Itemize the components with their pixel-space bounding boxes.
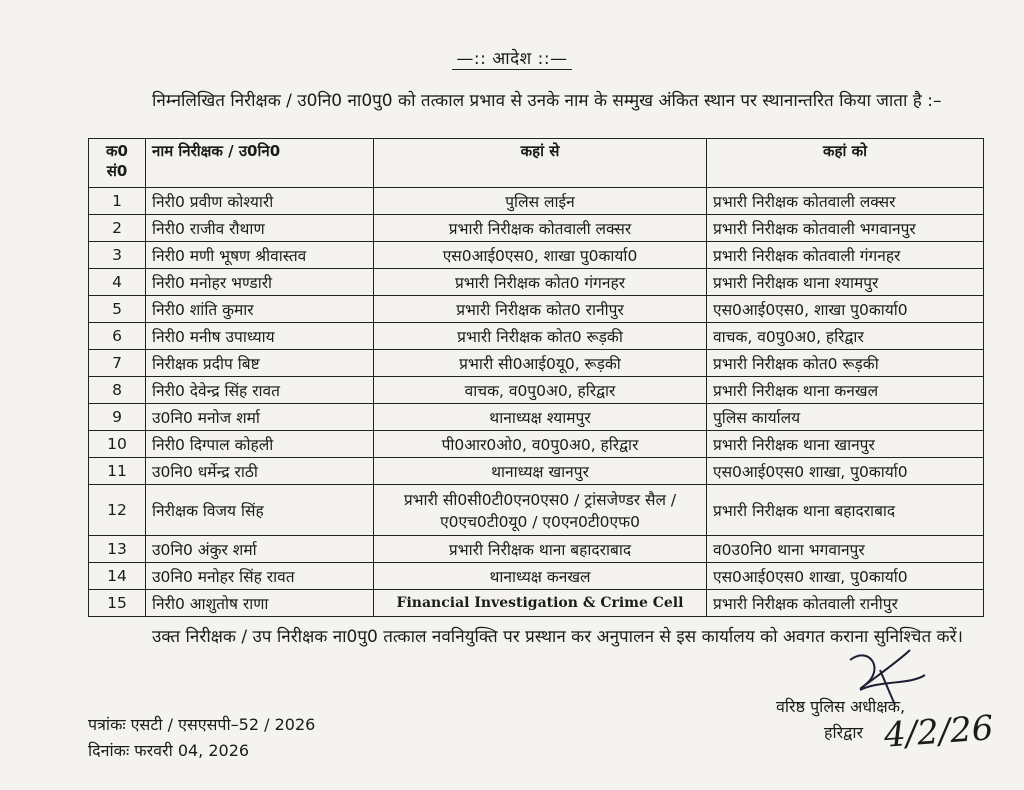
cell-from: प्रभारी निरीक्षक कोतवाली लक्सर — [374, 215, 707, 242]
cell-to: वाचक, व0पु0अ0, हरिद्वार — [707, 323, 984, 350]
reference-number: पत्रांकः एसटी / एसएसपी–52 / 2026 — [88, 715, 316, 734]
reference-date: दिनांकः फरवरी 04, 2026 — [88, 741, 250, 760]
table-row — [89, 563, 984, 590]
cell-name: निरीक्षक विजय सिंह — [146, 485, 374, 536]
cell-from: प्रभारी निरीक्षक कोत0 रानीपुर — [374, 296, 707, 323]
cell-serial: 15 — [89, 590, 146, 617]
cell-to: प्रभारी निरीक्षक कोतवाली गंगनहर — [707, 242, 984, 269]
table-row — [89, 242, 984, 269]
cell-name: उ0नि0 अंकुर शर्मा — [146, 536, 374, 563]
handwritten-date: 4/2/26 — [882, 708, 995, 756]
closing-paragraph: उक्त निरीक्षक / उप निरीक्षक ना0पु0 तत्काल नवनियुक्ति पर प्रस्थान कर अनुपालन से इस कार्यालय को अवगत कराना सुनिश्चित करें। — [152, 627, 963, 647]
table-row — [89, 431, 984, 458]
table-row — [89, 377, 984, 404]
cell-to: एस0आई0एस0, शाखा पु0कार्या0 — [707, 296, 984, 323]
cell-name: निरी0 देवेन्द्र सिंह रावत — [146, 377, 374, 404]
cell-serial: 12 — [89, 485, 146, 536]
table-row — [89, 458, 984, 485]
table-row — [89, 323, 984, 350]
cell-to: व0उ0नि0 थाना भगवानपुर — [707, 536, 984, 563]
cell-name: निरी0 मणी भूषण श्रीवास्तव — [146, 242, 374, 269]
cell-to: प्रभारी निरीक्षक थाना बहादराबाद — [707, 485, 984, 536]
cell-from: एस0आई0एस0, शाखा पु0कार्या0 — [374, 242, 707, 269]
cell-from: प्रभारी निरीक्षक कोत0 गंगनहर — [374, 269, 707, 296]
header-from: कहां से — [374, 139, 707, 188]
table-row — [89, 296, 984, 323]
cell-serial: 6 — [89, 323, 146, 350]
intro-paragraph: निम्नलिखित निरीक्षक / उ0नि0 ना0पु0 को तत्काल प्रभाव से उनके नाम के सम्मुख अंकित स्थान पर स्थानान्तरित किया जाता है :– — [152, 91, 942, 111]
table-row — [89, 215, 984, 242]
table-row — [89, 188, 984, 215]
cell-to: प्रभारी निरीक्षक कोत0 रूड़की — [707, 350, 984, 377]
table-header-row — [89, 139, 984, 188]
signatory-place: हरिद्वार — [824, 723, 864, 742]
cell-from: प्रभारी सी0सी0टी0एन0एस0 / ट्रांसजेण्डर सैल / ए0एच0टी0यू0 / ए0एन0टी0एफ0 — [374, 485, 707, 536]
cell-serial: 9 — [89, 404, 146, 431]
cell-from: पी0आर0ओ0, व0पु0अ0, हरिद्वार — [374, 431, 707, 458]
cell-to: प्रभारी निरीक्षक थाना कनखल — [707, 377, 984, 404]
order-heading: —:: आदेश ::— — [0, 46, 1024, 69]
cell-name: निरी0 दिग्पाल कोहली — [146, 431, 374, 458]
cell-name: निरी0 राजीव रौथाण — [146, 215, 374, 242]
header-serial: क0 सं0 — [89, 139, 146, 188]
cell-from: प्रभारी निरीक्षक कोत0 रूड़की — [374, 323, 707, 350]
cell-serial: 7 — [89, 350, 146, 377]
transfer-table — [88, 138, 984, 617]
cell-serial: 2 — [89, 215, 146, 242]
table-row — [89, 350, 984, 377]
cell-serial: 10 — [89, 431, 146, 458]
cell-to: एस0आई0एस0 शाखा, पु0कार्या0 — [707, 458, 984, 485]
signatory-designation: वरिष्ठ पुलिस अधीक्षक, — [776, 697, 906, 716]
cell-serial: 14 — [89, 563, 146, 590]
cell-name: उ0नि0 धर्मेन्द्र राठी — [146, 458, 374, 485]
cell-from: Financial Investigation & Crime Cell — [374, 590, 707, 617]
cell-serial: 13 — [89, 536, 146, 563]
cell-name: निरीक्षक प्रदीप बिष्ट — [146, 350, 374, 377]
cell-to: प्रभारी निरीक्षक कोतवाली रानीपुर — [707, 590, 984, 617]
cell-serial: 1 — [89, 188, 146, 215]
table-row — [89, 536, 984, 563]
cell-name: उ0नि0 मनोज शर्मा — [146, 404, 374, 431]
cell-name: उ0नि0 मनोहर सिंह रावत — [146, 563, 374, 590]
cell-serial: 11 — [89, 458, 146, 485]
cell-from: थानाध्यक्ष श्यामपुर — [374, 404, 707, 431]
cell-name: निरी0 प्रवीण कोश्यारी — [146, 188, 374, 215]
table-row — [89, 590, 984, 617]
cell-from: थानाध्यक्ष खानपुर — [374, 458, 707, 485]
cell-from: थानाध्यक्ष कनखल — [374, 563, 707, 590]
table-row — [89, 269, 984, 296]
cell-to: प्रभारी निरीक्षक थाना श्यामपुर — [707, 269, 984, 296]
cell-name: निरी0 मनोहर भण्डारी — [146, 269, 374, 296]
cell-serial: 8 — [89, 377, 146, 404]
table-row — [89, 485, 984, 536]
cell-to: पुलिस कार्यालय — [707, 404, 984, 431]
cell-to: प्रभारी निरीक्षक कोतवाली लक्सर — [707, 188, 984, 215]
header-name: नाम निरीक्षक / उ0नि0 — [146, 139, 374, 188]
header-to: कहां को — [707, 139, 984, 188]
cell-to: एस0आई0एस0 शाखा, पु0कार्या0 — [707, 563, 984, 590]
cell-from: वाचक, व0पु0अ0, हरिद्वार — [374, 377, 707, 404]
cell-to: प्रभारी निरीक्षक थाना खानपुर — [707, 431, 984, 458]
cell-serial: 5 — [89, 296, 146, 323]
cell-to: प्रभारी निरीक्षक कोतवाली भगवानपुर — [707, 215, 984, 242]
reference-block — [88, 712, 315, 764]
cell-name: निरी0 मनीष उपाध्याय — [146, 323, 374, 350]
cell-name: निरी0 आशुतोष राणा — [146, 590, 374, 617]
cell-serial: 3 — [89, 242, 146, 269]
table-row — [89, 404, 984, 431]
cell-name: निरी0 शांति कुमार — [146, 296, 374, 323]
cell-from: प्रभारी सी0आई0यू0, रूड़की — [374, 350, 707, 377]
cell-serial: 4 — [89, 269, 146, 296]
cell-from: प्रभारी निरीक्षक थाना बहादराबाद — [374, 536, 707, 563]
cell-from: पुलिस लाईन — [374, 188, 707, 215]
